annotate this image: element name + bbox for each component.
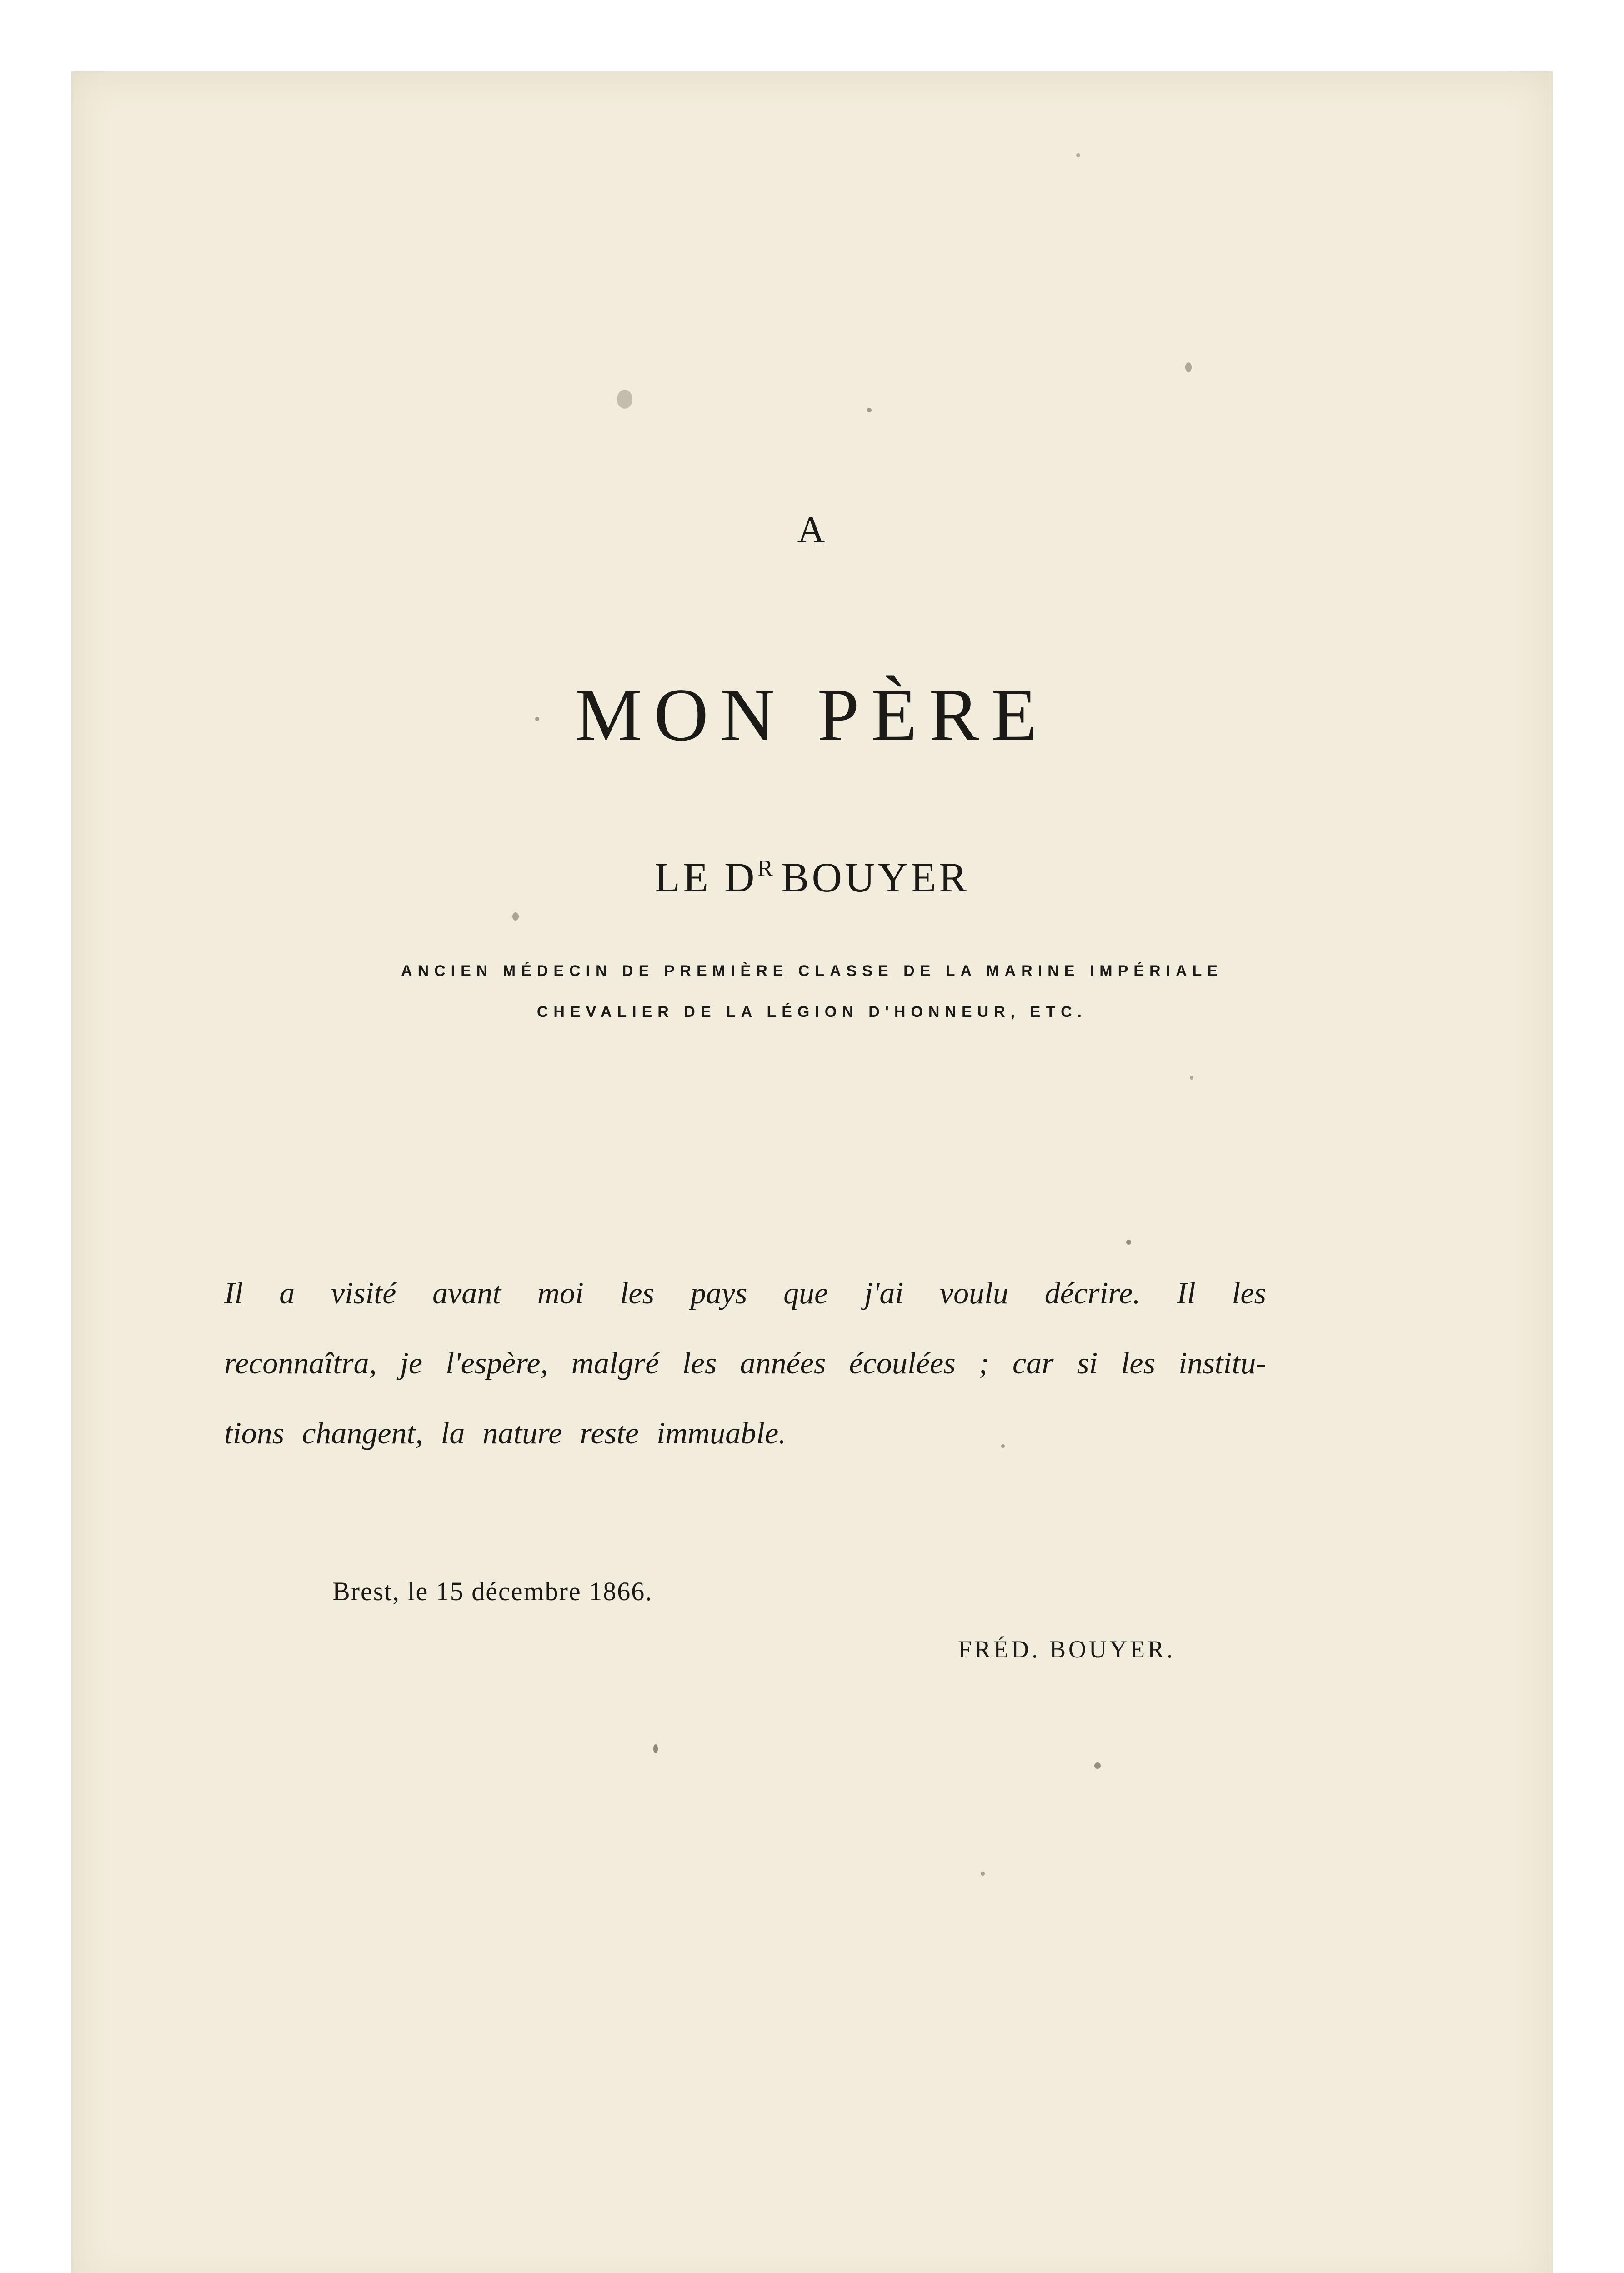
paragraph-line-3: tions changent, la nature reste immuable. (224, 1416, 787, 1450)
dedication-preposition: A (797, 509, 827, 551)
dedication-paragraph (224, 1258, 1266, 1468)
paper-speck (1126, 1240, 1131, 1245)
honoree-superscript: R (757, 856, 773, 881)
book-page (71, 71, 1553, 2273)
paper-speck (512, 912, 519, 921)
paper-speck (981, 1872, 985, 1876)
paper-stain (617, 390, 632, 409)
credential-line-1: ANCIEN MÉDECIN DE PREMIÈRE CLASSE DE LA MARINE IMPÉRIALE (401, 962, 1223, 980)
honoree-prefix: LE D (654, 854, 757, 901)
paper-speck (1190, 1076, 1193, 1080)
paper-speck (1094, 1762, 1101, 1769)
honoree-line (71, 853, 1553, 901)
credential-line-2: CHEVALIER DE LA LÉGION D'HONNEUR, ETC. (536, 1003, 1088, 1021)
paper-speck (1076, 153, 1080, 157)
paper-speck (867, 408, 872, 412)
paper-speck (1185, 362, 1192, 372)
place-and-date: Brest, le 15 décembre 1866. (332, 1577, 653, 1606)
paragraph-line-1: Il a visité avant moi les pays que j'ai voulu décrire. Il les (224, 1276, 1266, 1310)
dedication-title: MON PÈRE (575, 673, 1049, 756)
paragraph-line-2: reconnaîtra, je l'espère, malgré les années écoulées ; car si les institu- (224, 1346, 1266, 1380)
paper-speck (653, 1744, 658, 1753)
author-signature: FRÉD. BOUYER. (958, 1636, 1176, 1663)
honoree-name: BOUYER (781, 854, 970, 901)
